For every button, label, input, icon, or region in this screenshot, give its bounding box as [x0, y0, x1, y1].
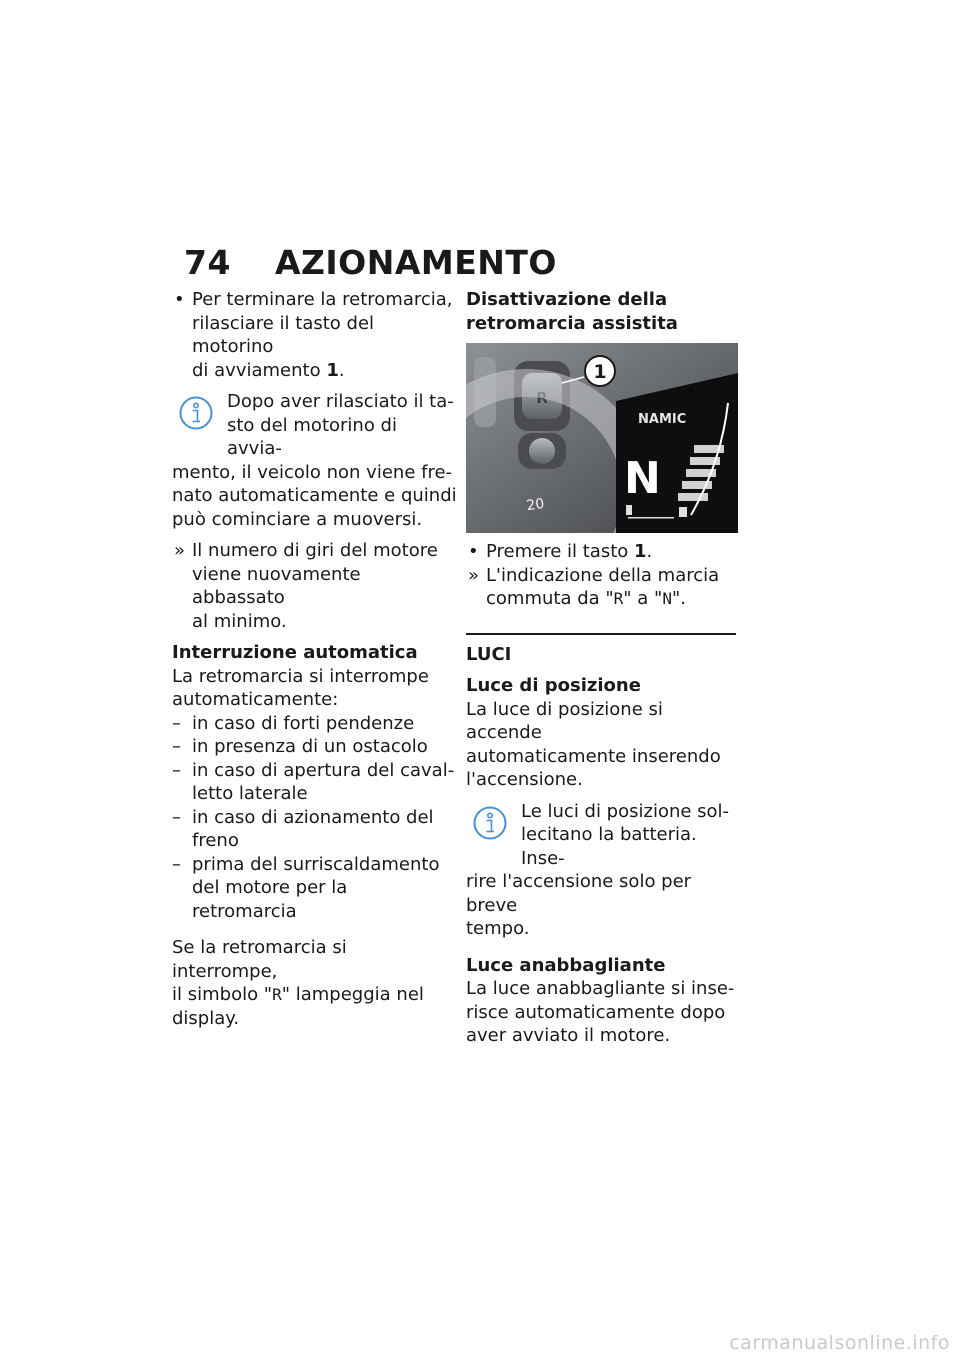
heading-position-light: Luce di posizione	[466, 675, 641, 696]
text-line: in presenza di un ostacolo	[192, 736, 428, 757]
gear-symbol: N	[662, 589, 672, 608]
dash-marker: –	[172, 853, 181, 875]
text-line: automaticamente:	[172, 689, 339, 710]
text-line: Per terminare la retromarcia,	[192, 289, 453, 310]
text-line: lecitano la batteria. Inse-	[521, 824, 697, 869]
scale-label: 20	[525, 495, 546, 515]
info-note	[466, 800, 741, 941]
text-span: di avviamento	[192, 359, 327, 381]
heading-low-beam: Luce anabbagliante	[466, 954, 666, 976]
text-line	[486, 540, 741, 564]
reference-number: 1	[634, 541, 647, 562]
text-line: freno	[192, 830, 239, 851]
step-press-button	[466, 540, 741, 564]
text-span: il simbolo "	[172, 984, 273, 1005]
text-line: rilasciare il tasto del motorino	[192, 312, 375, 357]
text-line	[172, 983, 457, 1007]
text-line: in caso di forti pendenze	[192, 712, 415, 734]
watermark-link[interactable]: carmanualsonline.info	[729, 1332, 950, 1354]
text-line: La retromarcia si interrompe	[172, 665, 429, 687]
text-line: automaticamente inserendo	[466, 745, 721, 767]
figure-reverse-button	[466, 343, 738, 533]
text-span: .	[646, 541, 653, 562]
callout-number: 1	[593, 361, 607, 383]
text-span: " lampeggia nel	[281, 984, 424, 1005]
dash-marker: –	[172, 759, 181, 781]
text-line: risce automaticamente dopo	[466, 1001, 726, 1023]
text-line: Le luci di posizione sol-	[521, 800, 730, 822]
text-span: Premere il tasto	[486, 541, 635, 562]
info-note	[172, 390, 457, 531]
text-line: Il numero di giri del motore	[192, 540, 438, 561]
text-span: .	[338, 359, 345, 381]
text-line	[192, 359, 457, 383]
list-item	[172, 759, 457, 806]
display-mode-text: NAMIC	[638, 412, 687, 427]
text-line: può cominciare a muoversi.	[172, 508, 423, 530]
text-line: display.	[172, 1007, 240, 1029]
dash-marker: –	[172, 712, 181, 734]
text-line: La luce di posizione si accende	[466, 698, 663, 743]
text-line: in caso di apertura del caval-	[192, 759, 455, 781]
heading-disable-reverse: retromarcia assistita	[466, 312, 678, 334]
text-span: ".	[671, 588, 686, 609]
heading-disable-reverse: Disattivazione della	[466, 289, 668, 310]
info-icon	[178, 395, 214, 431]
text-line: La luce anabbagliante si inse-	[466, 978, 735, 999]
text-line: aver avviato il motore.	[466, 1025, 671, 1046]
light-button	[529, 438, 555, 464]
text-line	[486, 587, 741, 611]
heading-automatic-interruption: Interruzione automatica	[172, 642, 418, 663]
text-line: Se la retromarcia si interrompe,	[172, 937, 347, 982]
info-icon	[472, 805, 508, 841]
list-item	[172, 853, 457, 924]
text-line: del motore per la retromarcia	[192, 877, 348, 922]
gear-symbol: R	[613, 589, 624, 608]
text-line: rire l'accensione solo per breve	[466, 871, 692, 916]
figure-illustration	[466, 343, 738, 533]
page-header	[184, 243, 557, 282]
section-title-lights: LUCI	[466, 643, 512, 665]
right-column	[466, 288, 741, 1048]
dash-marker: –	[172, 806, 181, 828]
text-line: Dopo aver rilasciato il ta-	[227, 391, 454, 412]
list-item	[172, 735, 457, 759]
text-line: letto laterale	[192, 783, 308, 804]
gear-symbol: R	[272, 985, 282, 1004]
dash-marker: –	[172, 736, 181, 757]
gear-indicator: N	[624, 453, 661, 504]
result-idle-speed	[172, 539, 457, 633]
reference-number: 1	[326, 359, 339, 381]
page-title: AZIONAMENTO	[274, 243, 557, 282]
step-release-starter	[172, 288, 457, 382]
section-divider	[466, 633, 736, 635]
text-line: prima del surriscaldamento	[192, 853, 440, 875]
page-number: 74	[184, 243, 231, 282]
text-span: commuta da "	[486, 588, 614, 609]
text-line: mento, il veicolo non viene fre-	[172, 461, 453, 483]
svg-text:R: R	[536, 389, 548, 407]
text-line: L'indicazione della marcia	[486, 564, 720, 586]
text-line: in caso di azionamento del	[192, 806, 434, 828]
left-column	[172, 288, 457, 1030]
text-line: tempo.	[466, 918, 530, 939]
list-item	[172, 712, 457, 736]
text-line: viene nuovamente abbassato	[192, 563, 361, 608]
text-line: nato automaticamente e quindi	[172, 485, 457, 506]
result-marker: »	[174, 540, 186, 561]
result-marker: »	[468, 564, 480, 586]
result-gear-change	[466, 564, 741, 611]
list-item	[172, 806, 457, 853]
text-line: sto del motorino di avvia-	[227, 414, 397, 459]
text-span: " a "	[623, 588, 663, 609]
bullet-marker: •	[468, 541, 479, 562]
text-line: al minimo.	[192, 610, 287, 632]
bullet-marker: •	[174, 289, 185, 310]
text-line: l'accensione.	[466, 769, 583, 790]
